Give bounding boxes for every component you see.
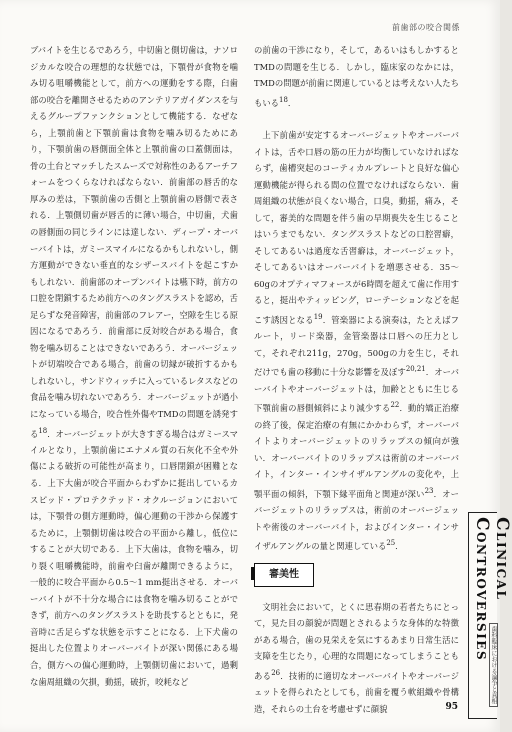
left-paragraph xyxy=(30,42,238,690)
body-text: ．オーバージェットのリラップスは，術前のオーバージェットや術後のオーバーバイト，およびインター・インサイザルアングルの量と関連している xyxy=(254,488,460,551)
right-paragraph-esthetics xyxy=(254,599,459,718)
body-text: ．管楽器による演奏は，たとえばフルート，リード楽器，金管楽器は口唇への圧力として，それぞれ211g，270g，500gの力を生じ，それだけでも歯の移動に十分な影響を及ぼす xyxy=(254,314,460,378)
body-text: の前歯の干渉になり，そして，あるいはもしかするとTMDの問題を生じる．しかし，臨床家のなかには，TMDの問題が前歯に関連しているとは考えない人たちもいる xyxy=(254,45,459,108)
right-paragraph-overbite: 上下前歯が安定するオーバージェットやオーバーバイトは，舌や口唇の筋の圧力が均衡していなければならず，歯槽突起のコーティカルプレートと良好な偏心運動機能が得られる間の位置でなければならない．歯周組織の状態が良くない場合，口臭，動揺，痛み，そして，審美的な問題を伴う歯の早期喪失を生じることはいうまでもない．タングスラストなどの口腔習癖，そしてあるいは過度な舌習癖は，オーバージェット，そしてあるいはオーバーバイトを増悪させる．35～60gのオプティマフォースが6時間を超えて歯に作用すると，挺出やティッピング，ローテーションなどを起こす誘因となる$^{19}$．管楽器による演奏は，たとえばフルート，リード楽器，金管楽器は口唇への圧力として，それぞれ211g，270g，500gの力を生じ，それだけでも歯の移動に十分な影響を及ぼす$^{20,21}$．オーバーバイトやオーバージェットは，加齢とともに生じる下顎前歯の唇側傾斜により減少する$^{22}$．動的矯正治療の終了後，保定治療の有無にかかわらず，オーバーバイトよりオーバージェットのリラップスの傾向が強い．オーバーバイトのリラップスは術前のオーバーバイト，インター・インサイザルアングルの変化や，上顎平面の傾斜，下顎下縁平面角と関連が深い$^{23}$．オーバージェットのリラップスは，術前のオーバージェットや術後のオーバーバイト，およびインター・インサイザルアングルの量と関連している$^{25}$． xyxy=(254,129,460,551)
body-text: ブバイトを生じるであろう，中切歯と側切歯は，ナソロジカルな咬合の理想的な状態では，下顎骨が食物を噛み切る咀嚼機能として，前方への運動をする際，臼歯部の咬合を離開させるためのアンテリアガイダンスを与えるグループファンクションとして機能する．なぜなら，上顎前歯と下顎前歯は食物を噛み切るためにあり，下顎前歯の唇側面全体と上顎前歯の口蓋側面は，骨の土台とマッチしたスムーズで対称性のあるアーチフォームをつくらなければならない．前歯部の唇舌的な厚みの差は，下顎前歯の舌側と上顎前歯の唇側で表される．上顎側切歯が唇舌的に薄い場合，中切歯，犬歯の唇側面の同じラインには達しない．ディープ・オーバーバイトは，ガミースマイルになるかもしれないし，側方運動ができない垂直的なシザースバイトを起こすかもしれない．前歯部のオープンバイトは嚥下時，前方の口腔を閉鎖するため前方へのタングスラストを認め，舌足らずな発音障害，前歯部のフレアー，空隙を生じる原因になるであろう．前歯部に反対咬合がある場合，食物を噛み切ることはできないであろう．オーバージェットが切端咬合である場合，前歯の切縁が破折するかもしれないし，サンドウィッチに入っているレタスなどの食品を噛み切れないであろう．オーバージェットが過小になっている場合，咬合性外傷やTMDの問題を誘発する xyxy=(30,45,238,439)
page-number: 95 xyxy=(445,702,458,712)
citation-ref: 20,21 xyxy=(405,365,426,374)
body-text: ．技術的に適切なオーバーバイトやオーバージェットを得られたとしても，前歯を覆う軟組織や骨構造，それらの土台を考慮せずに顔貌 xyxy=(254,670,459,714)
citation-ref: 25 xyxy=(386,539,396,548)
citation-ref: 26 xyxy=(271,668,281,677)
series-subtitle: 歯科臨床における論争と真相 xyxy=(489,623,498,707)
citation-ref: 19 xyxy=(313,312,323,321)
right-paragraph-continued: の前歯の干渉になり，そして，あるいはもしかするとTMDの問題を生じる．しかし，臨床家のなかには，TMDの問題が前歯に関連しているとは考えない人たちもいる$^{18}$． xyxy=(254,45,459,108)
running-head: 前歯部の咬合関係 xyxy=(392,23,460,32)
citation-ref: 22 xyxy=(390,401,400,410)
body-text: ．動的矯正治療の終了後，保定治療の有無にかかわらず，オーバーバイトよりオーバージェットのリラップスの傾向が強い．オーバーバイトのリラップスは術前のオーバーバイト，インター・インサイザルアングルの変化や，上顎平面の傾斜，下顎下縁平面角と関連が深い xyxy=(254,403,460,499)
body-text: ．オーバーバイトやオーバージェットは，加齢とともに生じる下顎前歯の唇側傾斜により減少する xyxy=(254,367,460,414)
citation-ref: 18 xyxy=(279,95,288,104)
citation-ref: 18 xyxy=(38,426,48,435)
body-text: ．オーバージェットが大きすぎる場合はガミースマイルとなり，上顎前歯にエナメル質の石灰化不全や外傷による破折の可能性が高まり，口唇閉鎖が困難となる．上下大歯が咬合平面からわずかに挺出しているカスピッド・プロテクテッド・オクルージョンにおいては，下顎骨の側方運動時，偏心運動の干渉から保護するために，上顎側切歯は咬合の平面から離し，低位にすることが大切である．上下大歯は，食物を噛み，切り裂く咀嚼機能時，前歯や臼歯が離開できるように，一般的に咬合平面から0.5～1 mm挺出させる．オーバーバイトが不十分な場合には食物を噛み切ることができず，前方へのタングスラストを助長するとともに，発音時に舌足らずな状態を示すことになる．上下犬歯の挺出した位置よりオーバーバイトが深い関係にある場合，側方への偏心運動時，上顎側切歯において，過剰な歯周組織の欠損，動揺，破折，咬耗など xyxy=(30,428,238,687)
section-heading: 審美性 xyxy=(254,563,314,587)
right-text-column xyxy=(254,42,459,717)
series-title: Clinical Controversies xyxy=(472,517,512,662)
series-side-tab xyxy=(468,512,512,719)
citation-ref: 23 xyxy=(424,486,434,495)
body-text: 上下前歯が安定するオーバージェットやオーバーバイトは，舌や口唇の筋の圧力が均衡していなければならず，歯槽突起のコーティカルプレートと良好な偏心運動機能が得られる間の位置でなければならない．歯周組織の状態が良くない場合，口臭，動揺，痛み，そして，審美的な問題を伴う歯の早期喪失を生じることはいうまでもない．タングスラストなどの口腔習癖，そしてあるいは過度な舌習癖は，オーバージェット，そしてあるいはオーバーバイトを増悪させる．35～60gのオプティマフォースが6時間を超えて歯に作用すると，挺出やティッピング，ローテーションなどを起こす誘因となる xyxy=(254,129,459,325)
left-text-column xyxy=(30,42,238,690)
body-text: 文明社会において，とくに思春期の若者たちにとって，見た目の顔貌が問題とされるような身体的な特徴がある場合，歯の見栄えを気にするあまり日常生活に支障を生じたり，心理的な問題になってしまうこともある xyxy=(254,601,459,681)
